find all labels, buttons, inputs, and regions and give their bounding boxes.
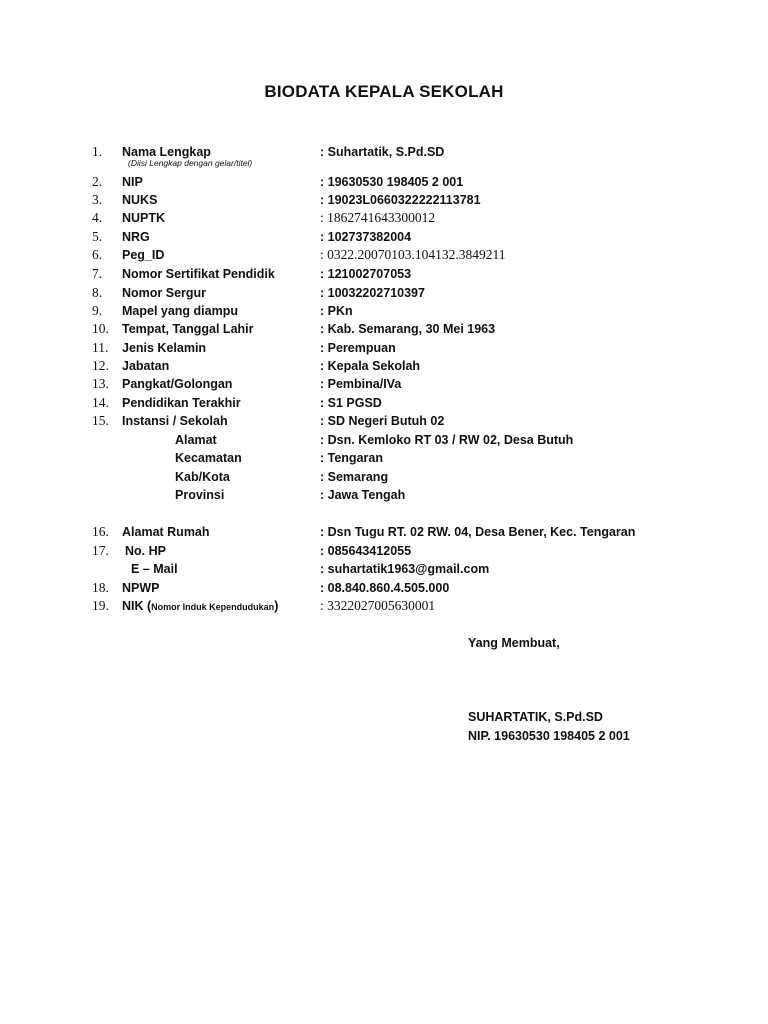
row-label: Mapel yang diampu [122,304,238,318]
signature-closing: Yang Membuat, [468,636,560,650]
row-number: 15. [92,413,109,428]
row-number: 5. [92,229,103,244]
signature-name: SUHARTATIK, S.Pd.SD [468,710,603,724]
row-number: 9. [92,303,103,318]
row-number: 17. [92,543,109,558]
row-label: Alamat [175,433,217,447]
row-number: 10. [92,321,109,336]
row-label: No. HP [125,544,166,558]
row-label: NUPTK [122,211,166,225]
row-value: : 121002707053 [320,267,412,281]
row-value: : 19023L0660322222113781 [320,193,481,207]
row-value: : 08.840.860.4.505.000 [320,581,450,595]
row-label: Tempat, Tanggal Lahir [122,322,254,336]
nik-label-end: ) [274,599,279,613]
row-number: 18. [92,580,109,595]
row-value: : Jawa Tengah [320,488,406,502]
document-title: BIODATA KEPALA SEKOLAH [264,82,504,101]
row-value: : Suhartatik, S.Pd.SD [320,145,445,159]
row-value: : Perempuan [320,341,396,355]
row-number: 12. [92,358,109,373]
row-label: Jenis Kelamin [122,341,207,355]
nik-label-detail: Nomor Induk Kependudukan [151,602,275,612]
name-note: (Diisi Lengkap dengan gelar/titel) [128,158,253,168]
row-number: 4. [92,210,103,225]
row-value: : Pembina/IVa [320,377,402,391]
row-label: Alamat Rumah [122,525,210,539]
row-value: : 1862741643300012 [320,210,436,225]
row-label: Pendidikan Terakhir [122,396,241,410]
row-label: E – Mail [131,562,178,576]
row-label: Provinsi [175,488,225,502]
row-value: : 3322027005630001 [320,598,436,613]
row-label: Jabatan [122,359,170,373]
row-value: : 0322.20070103.104132.3849211 [320,247,506,262]
row-label: Peg_ID [122,248,165,262]
row-value: : Kepala Sekolah [320,359,421,373]
row-number: 6. [92,247,103,262]
row-value: : Semarang [320,470,389,484]
row-value: : Dsn Tugu RT. 02 RW. 04, Desa Bener, Kec. Tengaran [320,525,636,539]
row-value: : 085643412055 [320,544,412,558]
row-value: : S1 PGSD [320,396,382,410]
row-label: NUKS [122,193,158,207]
row-number: 1. [92,144,103,159]
row-value: : 102737382004 [320,230,412,244]
row-value: : Dsn. Kemloko RT 03 / RW 02, Desa Butuh [320,433,574,447]
row-label: Kab/Kota [175,470,230,484]
row-value: : Kab. Semarang, 30 Mei 1963 [320,322,496,336]
signature-nip: NIP. 19630530 198405 2 001 [468,729,630,743]
row-label: NRG [122,230,150,244]
row-value: : 10032202710397 [320,286,425,300]
row-label: Nomor Sergur [122,286,207,300]
row-label [122,597,278,616]
row-number: 11. [92,340,109,355]
row-label: Kecamatan [175,451,242,465]
row-label: Nama Lengkap [122,145,211,159]
row-value: : Tengaran [320,451,383,465]
row-label: Nomor Sertifikat Pendidik [122,267,275,281]
row-label: Instansi / Sekolah [122,414,228,428]
row-value: : 19630530 198405 2 001 [320,175,464,189]
row-number: 3. [92,192,103,207]
row-number: 19. [92,598,109,613]
row-label: NPWP [122,581,160,595]
nik-label-start: NIK ( [122,599,152,613]
row-label: NIP [122,175,143,189]
row-number: 7. [92,266,103,281]
row-number: 8. [92,285,103,300]
row-number: 2. [92,174,103,189]
row-value: : PKn [320,304,353,318]
row-number: 16. [92,524,109,539]
row-number: 14. [92,395,109,410]
row-number: 13. [92,376,109,391]
row-label: Pangkat/Golongan [122,377,233,391]
row-value: : suhartatik1963@gmail.com [320,562,490,576]
row-value: : SD Negeri Butuh 02 [320,414,445,428]
